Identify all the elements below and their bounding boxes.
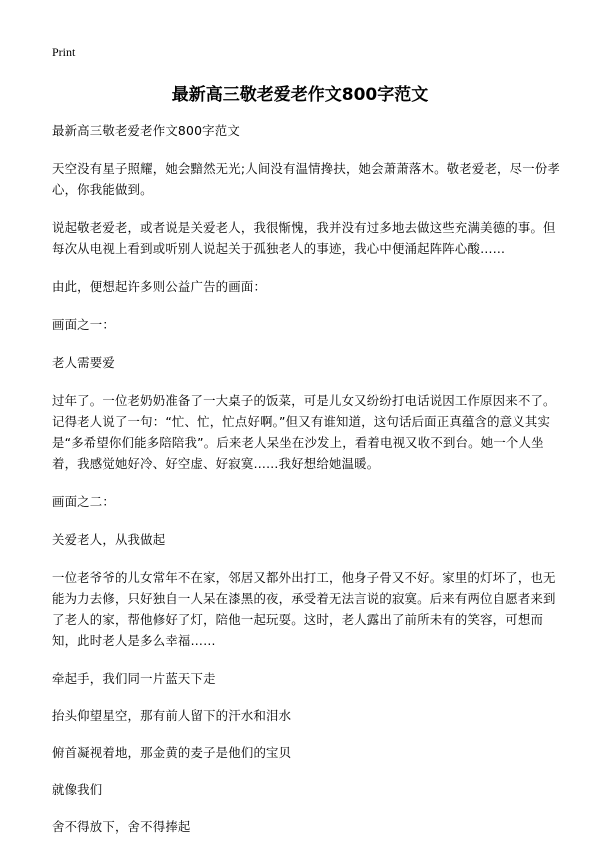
- article-body: [52, 120, 560, 853]
- paragraph: 天空没有星子照耀，她会黯然无光;人间没有温情搀扶，她会萧萧落木。敬老爱老，尽一份孝心，你我能做到。: [52, 161, 560, 197]
- print-link[interactable]: Print: [52, 45, 76, 59]
- section-heading: 画面之一：: [52, 317, 115, 332]
- article-subtitle: 最新高三敬老爱老作文800字范文: [52, 123, 240, 138]
- section-subtitle: 关爱老人，从我做起: [52, 532, 166, 547]
- paragraph: 由此，便想起许多则公益广告的画面：: [52, 279, 267, 294]
- paragraph: 过年了。一位老奶奶准备了一大桌子的饭菜，可是儿女又纷纷打电话说因工作原因来不了。记得老人说了一句：“忙、忙，忙点好啊。”但又有谁知道，这句话后面正真蕴含的意义其实是“多希望你们能多陪陪我”。后来老人呆坐在沙发上，看着电视又收不到台。她一个人坐着，我感觉她好冷、好空虚、好寂寞……我好想给她温暖。: [52, 393, 556, 471]
- poem-line: 就像我们: [52, 782, 103, 797]
- section-heading: 画面之二：: [52, 494, 115, 509]
- document-title: 最新高三敬老爱老作文800字范文: [171, 85, 429, 105]
- paragraph: 一位老爷爷的儿女常年不在家，邻居又都外出打工，他身子骨又不好。家里的灯坏了，也无能为力去修，只好独自一人呆在漆黑的夜，承受着无法言说的寂寞。后来有两位自愿者来到了老人的家，帮他修好了灯，陪他一起玩耍。这时，老人露出了前所未有的笑容，可想而知，此时老人是多么幸福……: [52, 570, 556, 648]
- section-subtitle: 老人需要爱: [52, 355, 115, 370]
- poem-line: 牵起手，我们同一片蓝天下走: [52, 671, 216, 686]
- poem-line: 舍不得放下，舍不得捧起: [52, 819, 191, 834]
- poem-line: 俯首凝视着地，那金黄的麦子是他们的宝贝: [52, 745, 292, 760]
- paragraph: 说起敬老爱老，或者说是关爱老人，我很惭愧，我并没有过多地去做这些充满美德的事。但每次从电视上看到或听别人说起关于孤独老人的事迹，我心中便涌起阵阵心酸……: [52, 220, 556, 256]
- poem-line: 抬头仰望星空，那有前人留下的汗水和泪水: [52, 708, 292, 723]
